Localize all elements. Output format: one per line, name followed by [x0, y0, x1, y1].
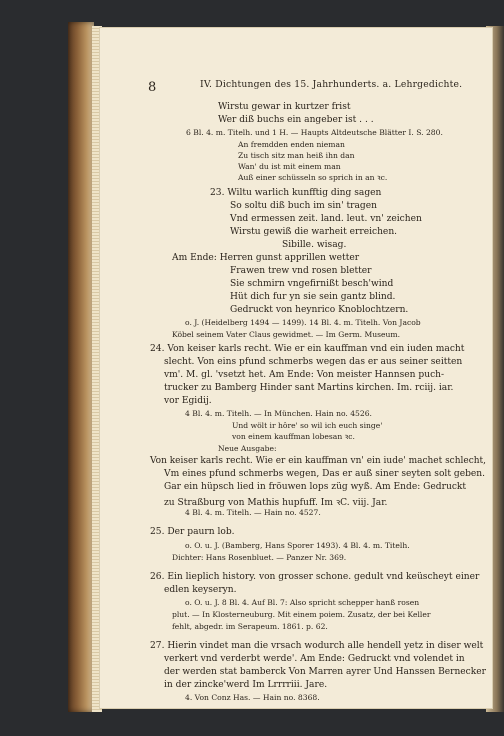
text-line: Wan' du ist mit einem man — [238, 162, 341, 171]
citation-line: Dichter: Hans Rosenbluet. — Panzer Nr. 369. — [172, 553, 347, 562]
entry-26-title: 26. Ein lieplich history. von grosser schone. gedult vnd keüscheyt einer — [150, 572, 480, 582]
entry-27-title: 27. Hierin vindet man die vrsach wodurch alle hendell yetz in diser welt — [150, 641, 484, 651]
citation-line: 6 Bl. 4. m. Titelh. und 1 H. — Haupts Altdeutsche Blätter I. S. 280. — [186, 128, 443, 137]
text-line: An fremdden enden nieman — [238, 140, 345, 149]
subheading: Neue Ausgabe: — [218, 444, 277, 453]
citation-line: o. O. u. J. (Bamberg, Hans Sporer 1493). 4 Bl. 4. m. Titelh. — [185, 541, 410, 550]
text-line: der werden stat bamberck Von Marren ayrer Und Hanssen Bernecker — [164, 667, 486, 677]
text-line: Vm eines pfund schmerbs wegen, Das er auß siner seyten solt geben. — [164, 469, 486, 479]
text-line: Wer diß buchs ein angeber ist . . . — [218, 115, 374, 125]
text-line: Von keiser karls recht. Wie er ein kauffman vn' ein iude' machet schlecht, — [150, 456, 486, 466]
text-line: Sibille. wisag. — [282, 240, 347, 250]
entry-25-title: 25. Der paurn lob. — [150, 527, 235, 537]
text-line: Frawen trew vnd rosen bletter — [230, 266, 372, 276]
text-line: Wirstu gewar in kurtzer frist — [218, 102, 351, 112]
citation-line: Köbel seinem Vater Claus gewidmet. — Im Germ. Museum. — [172, 330, 401, 339]
text-line: Gedruckt von heynrico Knoblochtzern. — [230, 305, 409, 315]
text-line: Wirstu gewiß die warheit erreichen. — [230, 227, 398, 237]
citation-line: 4 Bl. 4. m. Titelh. — Hain no. 4527. — [185, 508, 321, 517]
entry-23-title: 23. Wiltu warlich kunfftig ding sagen — [210, 188, 382, 198]
citation-line: 4 Bl. 4. m. Titelh. — In München. Hain no. 4526. — [185, 409, 372, 418]
text-line: Sie schmirn vngefirnißt besch'wind — [230, 279, 394, 289]
text-line: Und wölt ir hôre' so wil ich euch singe' — [232, 421, 383, 430]
text-line: slecht. Von eins pfund schmerbs wegen das er aus seiner seitten — [164, 357, 463, 367]
text-line: vor Egidij. — [164, 396, 212, 406]
text-line: Gar ein hüpsch lied in fröuwen lops züg wyß. Am Ende: Gedruckt — [164, 482, 467, 492]
text-line: trucker zu Bamberg Hinder sant Martins kirchen. Im. rciij. iar. — [164, 383, 454, 393]
running-head: IV. Dichtungen des 15. Jahrhunderts. a. Lehrgedichte. — [200, 79, 463, 90]
text-line: Auß einer schüsseln so sprich in an ꝛc. — [238, 173, 388, 182]
citation-line: fehlt, abgedr. im Serapeum. 1861. p. 62. — [172, 622, 328, 631]
text-line: von einem kauffman lobesan ꝛc. — [232, 432, 355, 441]
text-line: zu Straßburg von Mathis hupfuff. Im ꝛC. viij. Jar. — [164, 498, 388, 508]
book-spine — [68, 22, 94, 712]
text-line: in der zincke'werd Im Lrrrriii. Jare. — [164, 680, 328, 690]
citation-line: plut. — In Klosterneuburg. Mit einem poiem. Zusatz, der bei Keller — [172, 610, 431, 619]
text-line: vm'. M. gl. 'vsetzt het. Am Ende: Von meister Hannsen puch- — [164, 370, 445, 380]
text-line: edlen keyseryn. — [164, 585, 237, 595]
citation-line: o. J. (Heidelberg 1494 — 1499). 14 Bl. 4. m. Titelh. Von Jacob — [185, 318, 421, 327]
text-line: Vnd ermessen zeit. land. leut. vn' zeichen — [230, 214, 422, 224]
text-line: Zu tisch sitz man heiß ihn dan — [238, 151, 355, 160]
text-line: Hüt dich fur yn sie sein gantz blind. — [230, 292, 396, 302]
text-line: Am Ende: Herren gunst apprillen wetter — [172, 253, 360, 263]
text-line: So soltu diß buch im sin' tragen — [230, 201, 377, 211]
text-line: verkert vnd verderbt werde'. Am Ende: Gedruckt vnd volendet in — [164, 654, 465, 664]
citation-line: o. O. u. J. 8 Bl. 4. Auf Bl. 7: Also spricht schepper hanß rosen — [185, 598, 420, 607]
page-number: 8 — [148, 80, 157, 95]
citation-line: 4. Von Conz Has. — Hain no. 8368. — [185, 693, 320, 702]
entry-24-title: 24. Von keiser karls recht. Wie er ein kauffman vnd ein iuden macht — [150, 344, 465, 354]
